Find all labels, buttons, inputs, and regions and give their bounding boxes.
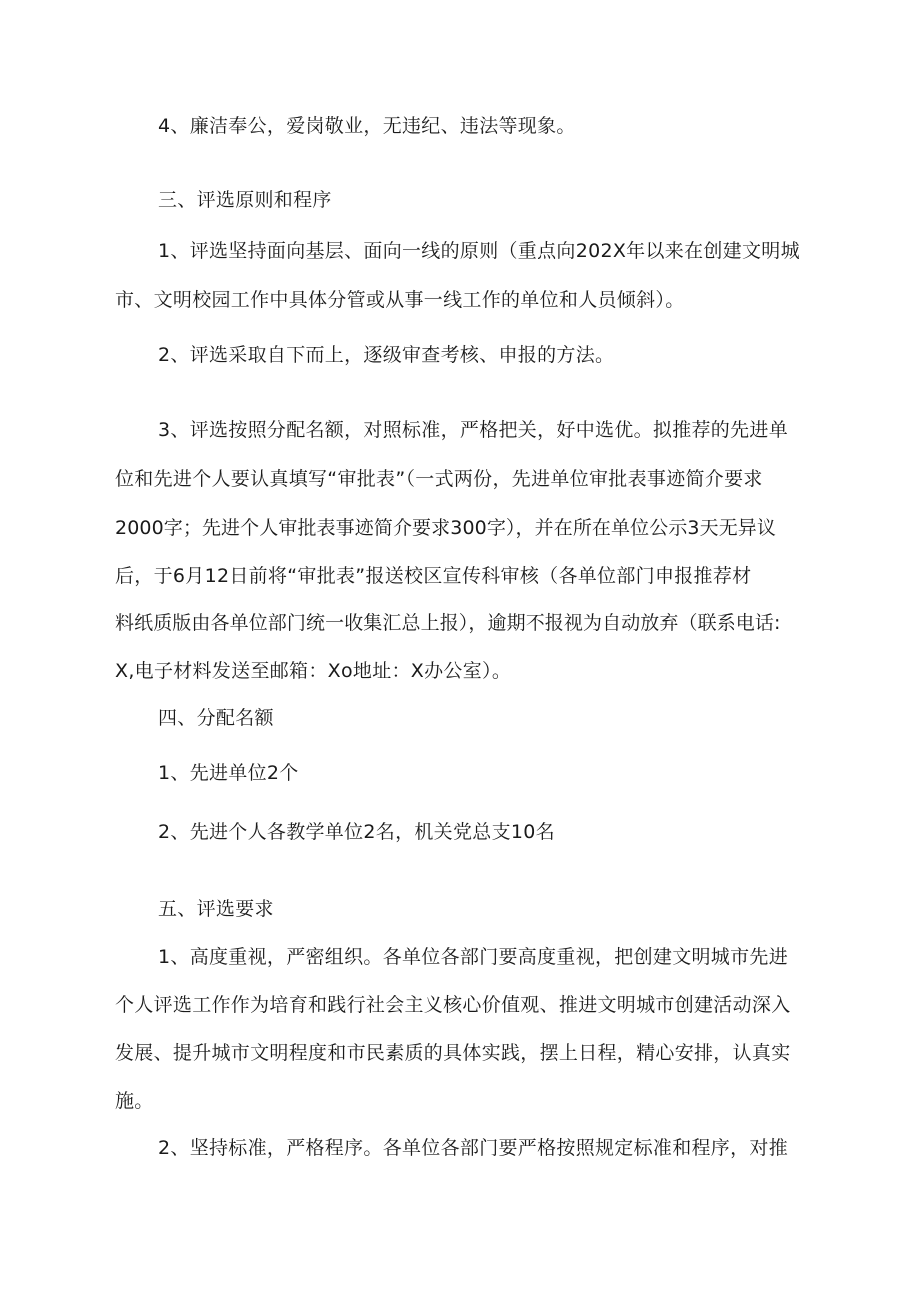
principle-item-3-line-5: 料纸质版由各单位部门统一收集汇总上报），逾期不报视为自动放弃（联系电话: [115, 612, 781, 634]
requirement-item-2-line-1: 2、坚持标准，严格程序。各单位各部门要严格按照规定标准和程序，对推 [158, 1137, 788, 1159]
requirement-item-1-line-1: 1、高度重视，严密组织。各单位各部门要高度重视，把创建文明城市先进 [158, 946, 788, 968]
principle-item-1-line-1: 1、评选坚持面向基层、面向一线的原则（重点向202X年以来在创建文明城 [158, 240, 800, 262]
section-heading-5: 五、评选要求 [158, 898, 274, 920]
requirement-item-1-line-3: 发展、提升城市文明程度和市民素质的具体实践，摆上日程，精心安排，认真实 [115, 1042, 791, 1064]
principle-item-3-line-4: 后，于6月12日前将“审批表”报送校区宣传科审核（各单位部门申报推荐材 [115, 565, 752, 587]
criterion-item-4: 4、廉洁奉公，爱岗敬业，无违纪、违法等现象。 [158, 115, 576, 137]
principle-item-3-line-6: X,电子材料发送至邮箱：Xo地址：X办公室）。 [115, 660, 512, 682]
section-heading-3: 三、评选原则和程序 [158, 189, 332, 211]
quota-item-2: 2、先进个人各教学单位2名，机关党总支10名 [158, 821, 555, 843]
principle-item-3-line-3: 2000字；先进个人审批表事迹简介要求300字），并在所在单位公示3天无异议 [115, 517, 777, 539]
principle-item-3-line-1: 3、评选按照分配名额，对照标准，严格把关，好中选优。拟推荐的先进单 [158, 419, 788, 441]
section-heading-4: 四、分配名额 [158, 707, 274, 729]
principle-item-1-line-2: 市、文明校园工作中具体分管或从事一线工作的单位和人员倾斜）。 [115, 289, 685, 311]
requirement-item-1-line-2: 个人评选工作作为培育和践行社会主义核心价值观、推进文明城市创建活动深入 [115, 994, 791, 1016]
requirement-item-1-line-4: 施。 [115, 1090, 154, 1112]
principle-item-2: 2、评选采取自下而上，逐级审查考核、申报的方法。 [158, 344, 615, 366]
quota-item-1: 1、先进单位2个 [158, 762, 299, 784]
principle-item-3-line-2: 位和先进个人要认真填写“审批表”（一式两份，先进单位审批表事迹简介要求 [115, 468, 763, 490]
